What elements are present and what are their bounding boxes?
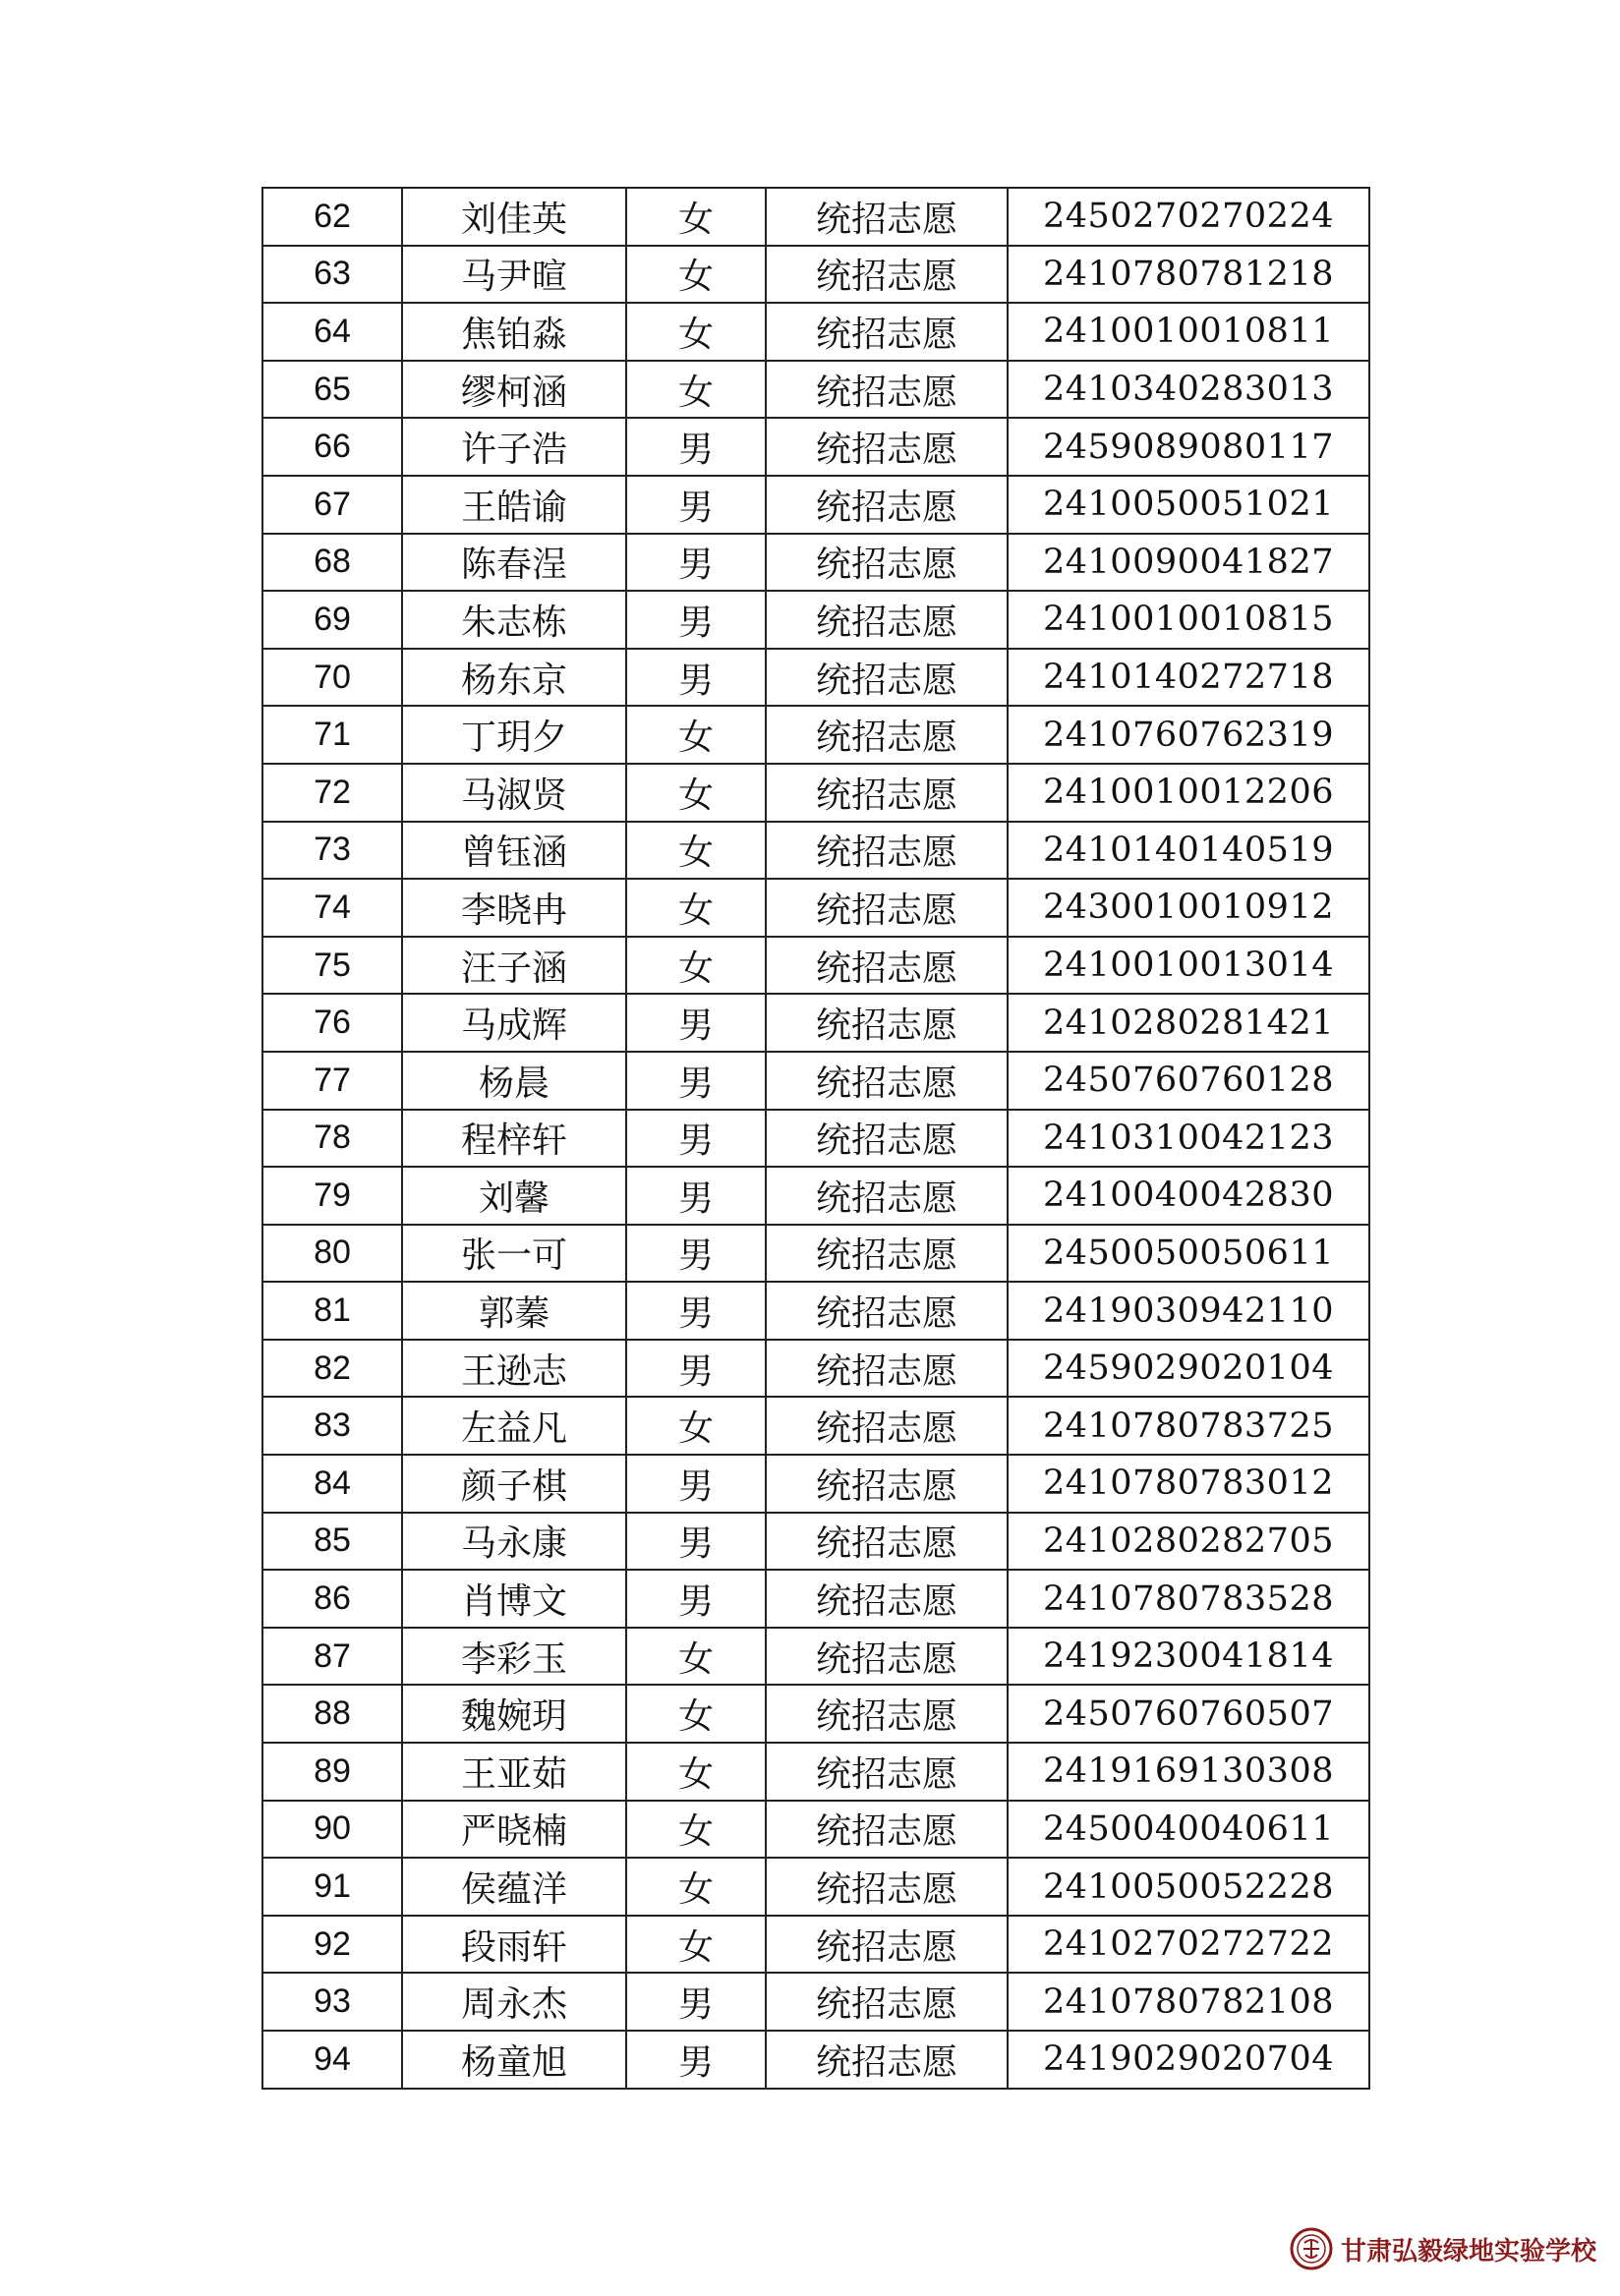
student-gender: 男 (626, 649, 766, 707)
admission-type: 统招志愿 (766, 1052, 1008, 1110)
student-name: 缪柯涵 (402, 361, 626, 419)
student-gender: 女 (626, 361, 766, 419)
student-gender: 男 (626, 1455, 766, 1513)
student-name: 杨童旭 (402, 2031, 626, 2089)
admission-type: 统招志愿 (766, 2031, 1008, 2089)
row-number: 84 (262, 1455, 402, 1513)
student-gender: 女 (626, 1743, 766, 1801)
table-row (262, 418, 1369, 476)
row-number: 79 (262, 1167, 402, 1225)
exam-id: 2450270270224 (1008, 188, 1369, 246)
admission-type: 统招志愿 (766, 822, 1008, 880)
row-number: 80 (262, 1225, 402, 1283)
row-number: 71 (262, 706, 402, 764)
student-gender: 女 (626, 879, 766, 937)
student-gender: 女 (626, 246, 766, 304)
admission-type: 统招志愿 (766, 476, 1008, 534)
student-name: 程梓轩 (402, 1110, 626, 1168)
row-number: 76 (262, 994, 402, 1052)
roster-body (262, 188, 1369, 2089)
admission-type: 统招志愿 (766, 1110, 1008, 1168)
table-row (262, 822, 1369, 880)
row-number: 77 (262, 1052, 402, 1110)
student-name: 郭蓁 (402, 1282, 626, 1340)
exam-id: 2410010010811 (1008, 303, 1369, 361)
table-row (262, 303, 1369, 361)
row-number: 72 (262, 764, 402, 822)
student-name: 周永杰 (402, 1973, 626, 2031)
row-number: 75 (262, 937, 402, 995)
table-row (262, 1858, 1369, 1916)
admission-type: 统招志愿 (766, 764, 1008, 822)
admission-type: 统招志愿 (766, 1628, 1008, 1686)
table-row (262, 1282, 1369, 1340)
row-number: 69 (262, 591, 402, 649)
exam-id: 2450760760507 (1008, 1685, 1369, 1743)
row-number: 89 (262, 1743, 402, 1801)
table-row (262, 706, 1369, 764)
table-row (262, 1110, 1369, 1168)
table-row (262, 476, 1369, 534)
table-row (262, 1801, 1369, 1859)
student-name: 刘馨 (402, 1167, 626, 1225)
student-gender: 女 (626, 1397, 766, 1455)
admission-type: 统招志愿 (766, 1397, 1008, 1455)
table-row (262, 1685, 1369, 1743)
admission-type: 统招志愿 (766, 591, 1008, 649)
student-gender: 男 (626, 591, 766, 649)
student-gender: 男 (626, 476, 766, 534)
admission-type: 统招志愿 (766, 1225, 1008, 1283)
student-gender: 男 (626, 534, 766, 592)
admission-type: 统招志愿 (766, 1685, 1008, 1743)
student-gender: 女 (626, 764, 766, 822)
student-name: 汪子涵 (402, 937, 626, 995)
row-number: 81 (262, 1282, 402, 1340)
table-row (262, 591, 1369, 649)
table-row (262, 188, 1369, 246)
student-name: 王皓谕 (402, 476, 626, 534)
student-gender: 男 (626, 1110, 766, 1168)
row-number: 91 (262, 1858, 402, 1916)
exam-id: 2450040040611 (1008, 1801, 1369, 1859)
student-gender: 男 (626, 1570, 766, 1628)
exam-id: 2410010012206 (1008, 764, 1369, 822)
table-row (262, 994, 1369, 1052)
exam-id: 2419169130308 (1008, 1743, 1369, 1801)
admission-type: 统招志愿 (766, 188, 1008, 246)
table-row (262, 1225, 1369, 1283)
exam-id: 2410780781218 (1008, 246, 1369, 304)
table-row (262, 1513, 1369, 1571)
student-name: 李彩玉 (402, 1628, 626, 1686)
student-gender: 男 (626, 1513, 766, 1571)
row-number: 86 (262, 1570, 402, 1628)
row-number: 85 (262, 1513, 402, 1571)
admission-type: 统招志愿 (766, 1340, 1008, 1398)
student-name: 许子浩 (402, 418, 626, 476)
table-row (262, 1916, 1369, 1974)
exam-id: 2410780783012 (1008, 1455, 1369, 1513)
student-gender: 男 (626, 1052, 766, 1110)
exam-id: 2410760762319 (1008, 706, 1369, 764)
exam-id: 2410340283013 (1008, 361, 1369, 419)
student-gender: 女 (626, 1858, 766, 1916)
student-name: 马淑贤 (402, 764, 626, 822)
student-gender: 男 (626, 1340, 766, 1398)
row-number: 62 (262, 188, 402, 246)
row-number: 64 (262, 303, 402, 361)
exam-id: 2410780783725 (1008, 1397, 1369, 1455)
row-number: 78 (262, 1110, 402, 1168)
exam-id: 2410040042830 (1008, 1167, 1369, 1225)
table-row (262, 246, 1369, 304)
admission-type: 统招志愿 (766, 1455, 1008, 1513)
table-row (262, 2031, 1369, 2089)
school-seal-icon (1290, 2227, 1333, 2270)
student-name: 侯蕴洋 (402, 1858, 626, 1916)
table-row (262, 1052, 1369, 1110)
table-row (262, 361, 1369, 419)
admission-type: 统招志愿 (766, 361, 1008, 419)
admission-type: 统招志愿 (766, 937, 1008, 995)
table-row (262, 764, 1369, 822)
admission-type: 统招志愿 (766, 879, 1008, 937)
school-name: 甘肃弘毅绿地实验学校 (1340, 2236, 1596, 2267)
exam-id: 2410310042123 (1008, 1110, 1369, 1168)
student-gender: 女 (626, 1801, 766, 1859)
exam-id: 2410140272718 (1008, 649, 1369, 707)
student-gender: 男 (626, 1973, 766, 2031)
admission-type: 统招志愿 (766, 246, 1008, 304)
student-gender: 男 (626, 1167, 766, 1225)
exam-id: 2419230041814 (1008, 1628, 1369, 1686)
row-number: 67 (262, 476, 402, 534)
admission-type: 统招志愿 (766, 994, 1008, 1052)
student-gender: 女 (626, 188, 766, 246)
admission-type: 统招志愿 (766, 1973, 1008, 2031)
admission-type: 统招志愿 (766, 1513, 1008, 1571)
row-number: 90 (262, 1801, 402, 1859)
exam-id: 2410010010815 (1008, 591, 1369, 649)
exam-id: 2410090041827 (1008, 534, 1369, 592)
student-name: 杨晨 (402, 1052, 626, 1110)
student-name: 李晓冉 (402, 879, 626, 937)
student-gender: 女 (626, 1628, 766, 1686)
table-row (262, 649, 1369, 707)
table-row (262, 879, 1369, 937)
admission-type: 统招志愿 (766, 1858, 1008, 1916)
admission-type: 统招志愿 (766, 1167, 1008, 1225)
student-name: 丁玥夕 (402, 706, 626, 764)
row-number: 68 (262, 534, 402, 592)
student-gender: 男 (626, 1225, 766, 1283)
exam-id: 2410140140519 (1008, 822, 1369, 880)
student-gender: 男 (626, 1282, 766, 1340)
admission-type: 统招志愿 (766, 1282, 1008, 1340)
table-row (262, 1340, 1369, 1398)
admission-type: 统招志愿 (766, 1743, 1008, 1801)
row-number: 74 (262, 879, 402, 937)
admission-roster-table (261, 187, 1370, 2090)
student-name: 刘佳英 (402, 188, 626, 246)
student-gender: 男 (626, 994, 766, 1052)
admission-type: 统招志愿 (766, 1570, 1008, 1628)
row-number: 94 (262, 2031, 402, 2089)
student-gender: 女 (626, 937, 766, 995)
student-name: 张一可 (402, 1225, 626, 1283)
row-number: 87 (262, 1628, 402, 1686)
exam-id: 2410280282705 (1008, 1513, 1369, 1571)
exam-id: 2410010013014 (1008, 937, 1369, 995)
student-name: 焦铂淼 (402, 303, 626, 361)
exam-id: 2410780783528 (1008, 1570, 1369, 1628)
row-number: 92 (262, 1916, 402, 1974)
table-row (262, 534, 1369, 592)
admission-type: 统招志愿 (766, 706, 1008, 764)
row-number: 73 (262, 822, 402, 880)
admission-type: 统招志愿 (766, 1916, 1008, 1974)
student-name: 陈春浧 (402, 534, 626, 592)
row-number: 66 (262, 418, 402, 476)
exam-id: 2410270272722 (1008, 1916, 1369, 1974)
student-name: 王亚茹 (402, 1743, 626, 1801)
student-gender: 男 (626, 418, 766, 476)
student-name: 杨东京 (402, 649, 626, 707)
exam-id: 2450050050611 (1008, 1225, 1369, 1283)
student-name: 马尹暄 (402, 246, 626, 304)
row-number: 65 (262, 361, 402, 419)
student-name: 段雨轩 (402, 1916, 626, 1974)
student-name: 肖博文 (402, 1570, 626, 1628)
admission-type: 统招志愿 (766, 1801, 1008, 1859)
exam-id: 2459029020104 (1008, 1340, 1369, 1398)
exam-id: 2410050052228 (1008, 1858, 1369, 1916)
table-row (262, 1743, 1369, 1801)
table-row (262, 1973, 1369, 2031)
admission-type: 统招志愿 (766, 303, 1008, 361)
student-gender: 女 (626, 706, 766, 764)
table-row (262, 1570, 1369, 1628)
student-gender: 女 (626, 1916, 766, 1974)
table-row (262, 1167, 1369, 1225)
exam-id: 2459089080117 (1008, 418, 1369, 476)
exam-id: 2410780782108 (1008, 1973, 1369, 2031)
student-name: 左益凡 (402, 1397, 626, 1455)
student-gender: 男 (626, 2031, 766, 2089)
student-name: 马永康 (402, 1513, 626, 1571)
table-row (262, 1628, 1369, 1686)
student-name: 魏婉玥 (402, 1685, 626, 1743)
table-row (262, 937, 1369, 995)
student-name: 曾钰涵 (402, 822, 626, 880)
student-gender: 女 (626, 1685, 766, 1743)
exam-id: 2450760760128 (1008, 1052, 1369, 1110)
exam-id: 2410280281421 (1008, 994, 1369, 1052)
table-row (262, 1397, 1369, 1455)
row-number: 88 (262, 1685, 402, 1743)
exam-id: 2419030942110 (1008, 1282, 1369, 1340)
student-gender: 女 (626, 822, 766, 880)
table-row (262, 1455, 1369, 1513)
student-name: 严晓楠 (402, 1801, 626, 1859)
student-name: 颜子棋 (402, 1455, 626, 1513)
row-number: 63 (262, 246, 402, 304)
school-footer-logo (1290, 2227, 1596, 2270)
row-number: 83 (262, 1397, 402, 1455)
student-gender: 女 (626, 303, 766, 361)
row-number: 82 (262, 1340, 402, 1398)
admission-type: 统招志愿 (766, 418, 1008, 476)
row-number: 93 (262, 1973, 402, 2031)
row-number: 70 (262, 649, 402, 707)
exam-id: 2419029020704 (1008, 2031, 1369, 2089)
admission-type: 统招志愿 (766, 534, 1008, 592)
student-name: 朱志栋 (402, 591, 626, 649)
admission-type: 统招志愿 (766, 649, 1008, 707)
student-name: 王逊志 (402, 1340, 626, 1398)
exam-id: 2430010010912 (1008, 879, 1369, 937)
student-name: 马成辉 (402, 994, 626, 1052)
exam-id: 2410050051021 (1008, 476, 1369, 534)
